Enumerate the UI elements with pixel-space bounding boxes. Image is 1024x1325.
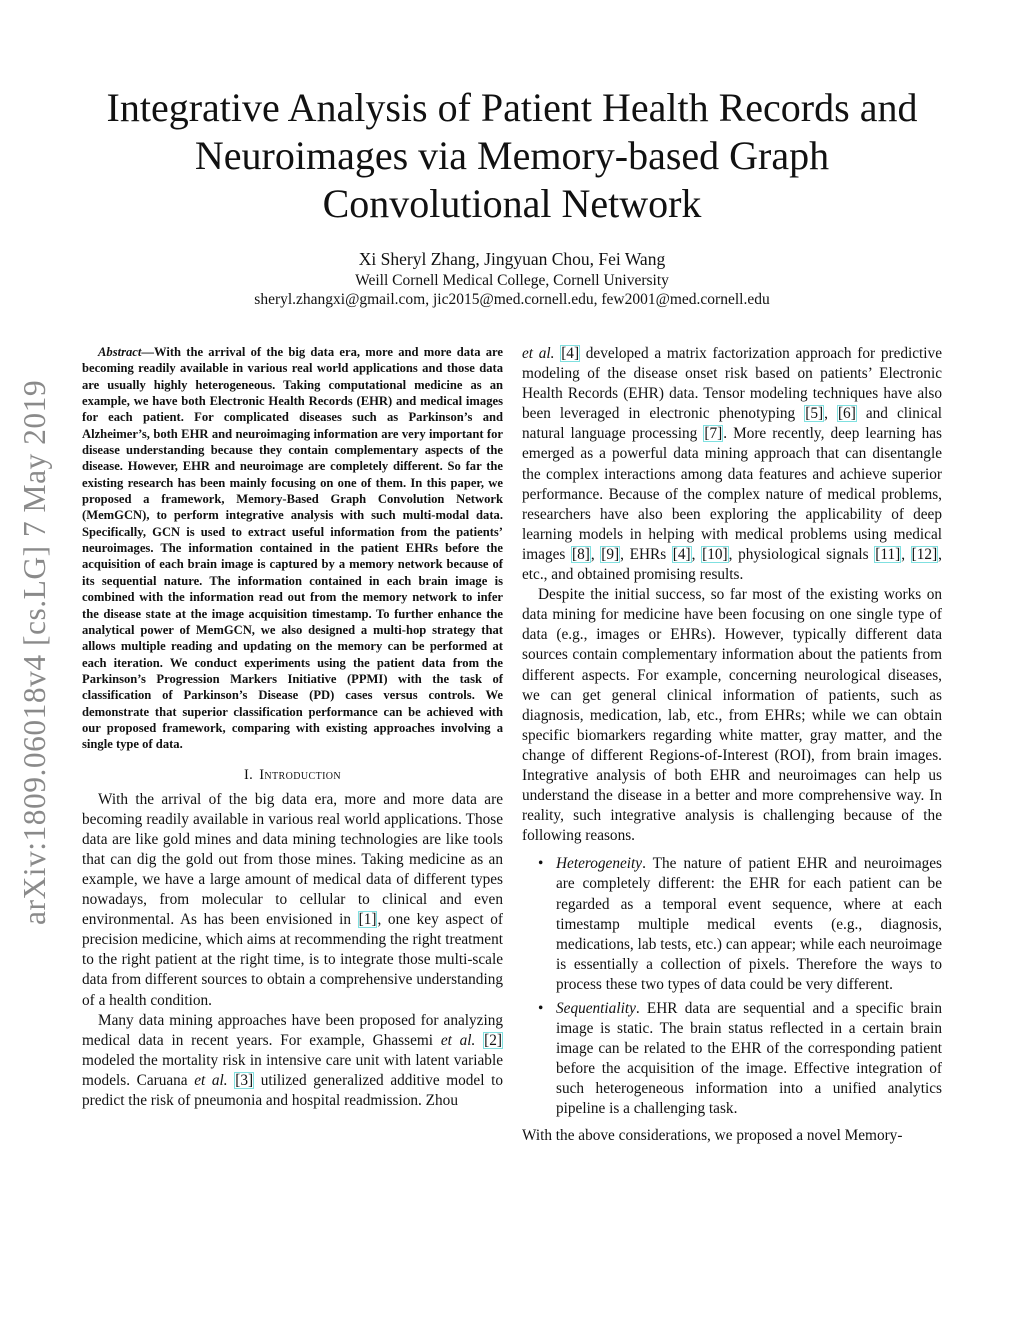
paragraph-text: , physiological signals <box>728 545 875 563</box>
paragraph-text: , <box>901 545 911 563</box>
citation-link[interactable]: [11] <box>875 545 901 563</box>
list-item <box>538 854 942 995</box>
citation-link[interactable]: [8] <box>571 545 590 563</box>
paragraph-text: and clinical natural language processing <box>522 405 942 443</box>
list-item-text: . The nature of patient EHR and neuroimages are completely different: the EHR for each patient can be regarded as a temporal event sequence, where at each timestamp multiple medical events (e.g., diagnosis, medications, lab tests, etc.) can appear; while each neuroimage is essentially a collection of pixels. Therefore the ways to process these two types of data could be very different. <box>556 855 942 993</box>
et-al: et al. <box>440 1031 476 1049</box>
citation-link[interactable]: [10] <box>702 545 728 563</box>
paragraph-text: Many data mining approaches have been proposed for analyzing medical data in recent years. For example, Ghassemi <box>82 1011 503 1049</box>
et-al: et al. <box>194 1071 228 1089</box>
section-number: I. <box>243 766 254 783</box>
list-item-term: Sequentiality <box>556 1000 636 1017</box>
abstract <box>82 344 503 753</box>
paragraph-text: , etc., and obtained promising results. <box>522 545 942 584</box>
left-column <box>82 344 503 1111</box>
arxiv-identifier-stamp: arXiv:1809.06018v4 [cs.LG] 7 May 2019 <box>17 379 52 925</box>
citation-link[interactable]: [7] <box>704 425 723 443</box>
right-column <box>522 344 942 1146</box>
citation-link[interactable]: [3] <box>235 1071 254 1089</box>
paragraph-text: , <box>590 545 601 563</box>
paragraph-text: , EHRs <box>620 545 672 563</box>
section-heading-introduction <box>82 767 503 784</box>
section-title: Introduction <box>259 766 342 783</box>
intro-paragraph-2-continued <box>522 344 942 585</box>
citation-link[interactable]: [4] <box>672 545 691 563</box>
author-emails: sheryl.zhangxi@gmail.com, jic2015@med.cornell.edu, few2001@med.cornell.edu <box>254 291 770 308</box>
title-line: Neuroimages via Memory-based Graph <box>194 133 830 178</box>
paragraph-text: developed a matrix factorization approach for predictive modeling of the disease onset risk based on patients’ Electronic Health Records (EHR) data. Tensor modeling techniques have also been leveraged in electronic phenotyping <box>522 345 942 423</box>
abstract-label: Abstract <box>98 345 142 359</box>
citation-link[interactable]: [9] <box>601 545 620 563</box>
paragraph-text: , <box>691 545 702 563</box>
paragraph-text: , one key aspect of precision medicine, which aims at recommending the right treatment to the right patient at the right time, is to integrate those multi-scale data from different sources to obtain a comprehensive understanding of a health condition. <box>82 911 503 1009</box>
list-item-term: Heterogeneity <box>556 855 643 873</box>
paper-title <box>80 84 944 228</box>
citation-link[interactable]: [5] <box>805 405 824 423</box>
list-item <box>538 999 942 1120</box>
citation-link[interactable]: [1] <box>358 911 377 929</box>
title-line: Convolutional Network <box>322 181 702 226</box>
bullet-icon: • <box>538 1000 544 1017</box>
citation-link[interactable]: [2] <box>484 1031 503 1049</box>
paragraph-text: . More recently, deep learning has emerged as a powerful data mining approach that can disentangle the complex interactions among data features and achieve superior performance. Because of the complex nature of medical problems, researchers have also been exploring the applicability of deep learning models in helping with medical problems using medical images <box>522 425 943 563</box>
challenge-list <box>522 854 942 1119</box>
citation-link[interactable]: [12] <box>911 545 938 563</box>
intro-paragraph-3: Despite the initial success, so far most of the existing works on data mining for medicine have been focusing on one single type of data (e.g., images or EHRs). However, typically different data sources contain complementary information about the patients from different aspects. For example, concerning neurological diseases, we can get general clinical information of patients, such as diagnosis, medication, lab, etc., from EHRs; while we can obtain specific biomarkers regarding white matter, gray matter, and the change of different Regions-of-Interest (ROI), from brain images. Integrative analysis of both EHR and neuroimages can help us understand the disease in a better and more comprehensive way. In reality, such integrative analysis is challenging because of the following reasons. <box>522 586 942 845</box>
intro-paragraph-1 <box>82 790 503 1011</box>
paragraph-text: With the arrival of the big data era, more and more data are becoming readily available in various real world applications. Those data are like gold mines and data mining technologies are like tools that can dig the gold out from those mines. Taking medicine as an example, we have a large amount of medical data of different types nowadays, from molecular to cellular to clinical and even environmental. As has been envisioned in <box>82 790 503 929</box>
intro-paragraph-2 <box>82 1011 503 1111</box>
et-al: et al. <box>522 345 555 362</box>
citation-link[interactable]: [4] <box>561 345 580 362</box>
citation-link[interactable]: [6] <box>837 405 856 423</box>
paragraph-text: utilized generalized additive model to predict the risk of pneumonia and hospital readmission. Zhou <box>82 1071 503 1109</box>
list-item-text: . EHR data are sequential and a specific brain image is static. The brain status reflected in a certain brain image can be related to the EHR of the corresponding patient before the acquisition of the image. Effective integration of such heterogeneous information into a unified analytics pipeline is a challenging task. <box>556 1000 942 1118</box>
abstract-text: —With the arrival of the big data era, more and more data are becoming readily available in various real world applications and those data are usually highly heterogeneous. Taking computational medicine as an example, we have both Electronic Health Records (EHR) and medical images for each patient. For complicated diseases such as Parkinson’s and Alzheimer’s, both EHR and neuroimaging information are very important for disease understanding because they contain complementary aspects of the disease. However, EHR and neuroimage are completely different. So far the existing research has been mainly focusing on one of them. In this paper, we proposed a framework, Memory-Based Graph Convolution Network (MemGCN), to perform integrative analysis with such multi-modal data. Specifically, GCN is used to extract useful information from the patients’ neuroimages. The information contained in the patient EHRs before the acquisition of each brain image is captured by a memory network because of its sequential nature. The information contained in each brain image is combined with the information read out from the memory network to infer the disease state at the image acquisition timestamp. To further enhance the analytical power of MemGCN, we also designed a multi-hop strategy that allows multiple reading and updating on the memory can be performed at each iteration. We conduct experiments using the patient data from the Parkinson’s Progression Markers Initiative (PPMI) with the task of classification of Parkinson’s Disease (PD) cases versus controls. We demonstrate that superior classification performance can be achieved with our proposed framework, comparing with existing approaches involving a single type of data. <box>82 345 503 752</box>
affiliation: Weill Cornell Medical College, Cornell University <box>355 272 669 289</box>
author-list: Xi Sheryl Zhang, Jingyuan Chou, Fei Wang <box>358 249 666 269</box>
paragraph-text: , <box>824 405 837 423</box>
intro-paragraph-4: With the above considerations, we proposed a novel Memory- <box>522 1126 903 1144</box>
bullet-icon: • <box>538 855 544 873</box>
title-line: Integrative Analysis of Patient Health Records and <box>106 85 918 130</box>
paragraph-text: modeled the mortality risk in intensive care unit with latent variable models. Caruana <box>82 1051 503 1089</box>
